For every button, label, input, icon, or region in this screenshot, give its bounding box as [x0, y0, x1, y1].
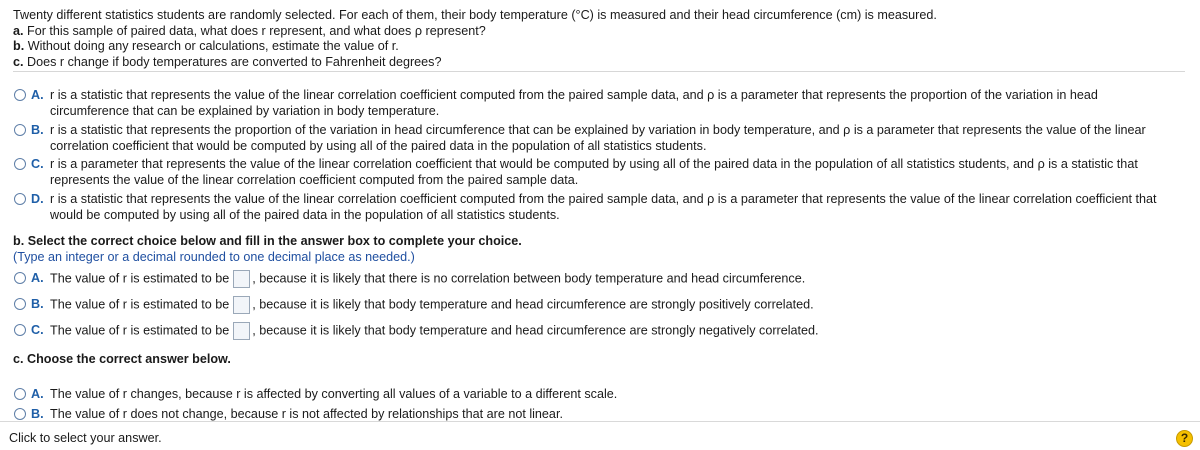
status-text: Click to select your answer.	[9, 431, 162, 445]
question-part-c: c. Does r change if body temperatures are converted to Fahrenheit degrees?	[13, 54, 442, 69]
radio-button[interactable]	[14, 193, 26, 205]
choice-letter[interactable]: B.	[31, 407, 44, 421]
question-intro: Twenty different statistics students are randomly selected. For each of them, their body temperature (°C) is measured and their head circumference (cm) is measured.	[13, 8, 937, 22]
choice-letter[interactable]: B.	[31, 123, 44, 137]
radio-button[interactable]	[14, 298, 26, 310]
help-icon[interactable]: ?	[1176, 430, 1193, 447]
choice-letter[interactable]: C.	[31, 323, 44, 337]
radio-button[interactable]	[14, 272, 26, 284]
choice-letter[interactable]: A.	[31, 271, 44, 285]
radio-button[interactable]	[14, 324, 26, 336]
part-c-instructions	[13, 352, 231, 368]
question-part-a: a. For this sample of paired data, what does r represent, and what does ρ represent?	[13, 23, 486, 38]
choice-text[interactable]: The value of r changes, because r is affected by converting all values of a variable to a different scale.	[50, 387, 618, 401]
part-b-instructions	[13, 234, 522, 265]
answer-box[interactable]	[233, 296, 250, 314]
radio-button[interactable]	[14, 124, 26, 136]
choice-text[interactable]: r is a parameter that represents the value of the linear correlation coefficient that would be computed by using all of the paired data in the population of all statistics students, and ρ is a statistic that represents the value of the linear correlation coefficient computed from the paired sample data.	[50, 157, 1138, 187]
question-part-b: b. Without doing any research or calculations, estimate the value of r.	[13, 39, 399, 53]
section-divider	[13, 71, 1185, 72]
footer-divider	[0, 421, 1200, 422]
radio-button[interactable]	[14, 408, 26, 420]
choice-text[interactable]: The value of r is estimated to be , because it is likely that body temperature and head circumference are strongly positively correlated.	[50, 296, 1174, 314]
radio-button[interactable]	[14, 388, 26, 400]
part-b-hint: (Type an integer or a decimal rounded to one decimal place as needed.)	[13, 249, 415, 264]
choice-text[interactable]: The value of r is estimated to be , because it is likely that body temperature and head circumference are strongly negatively correlated.	[50, 322, 1174, 340]
choice-letter[interactable]: A.	[31, 88, 44, 102]
choice-text[interactable]: The value of r is estimated to be , because it is likely that there is no correlation between body temperature and head circumference.	[50, 270, 1174, 288]
radio-button[interactable]	[14, 89, 26, 101]
part-b-instruction: b. Select the correct choice below and fill in the answer box to complete your choice.	[13, 234, 522, 248]
choice-text[interactable]: The value of r does not change, because r is not affected by relationships that are not linear.	[50, 407, 563, 421]
choice-letter[interactable]: A.	[31, 387, 44, 401]
answer-box[interactable]	[233, 322, 250, 340]
radio-button[interactable]	[14, 158, 26, 170]
choice-letter[interactable]: D.	[31, 192, 44, 206]
choice-text[interactable]: r is a statistic that represents the proportion of the variation in head circumference that can be explained by variation in body temperature, and ρ is a parameter that represents the value of the linear correlation coefficient that would be computed by using all of the paired data in the population of all statistics students.	[50, 123, 1146, 153]
choice-text[interactable]: r is a statistic that represents the value of the linear correlation coefficient computed from the paired sample data, and ρ is a parameter that represents the value of the linear correlation coefficient that would be computed by using all of the paired data in the population of all statistics students.	[50, 192, 1157, 222]
part-c-choice-b[interactable]	[14, 406, 1174, 421]
part-c-instruction: c. Choose the correct answer below.	[13, 352, 231, 366]
choice-letter[interactable]: C.	[31, 157, 44, 171]
question-text	[13, 8, 1183, 70]
answer-box[interactable]	[233, 270, 250, 288]
choice-letter[interactable]: B.	[31, 297, 44, 311]
choice-text[interactable]: r is a statistic that represents the value of the linear correlation coefficient computed from the paired sample data, and ρ is a parameter that represents the proportion of the variation in head circumference that can be explained by variation in body temperature.	[50, 88, 1098, 118]
